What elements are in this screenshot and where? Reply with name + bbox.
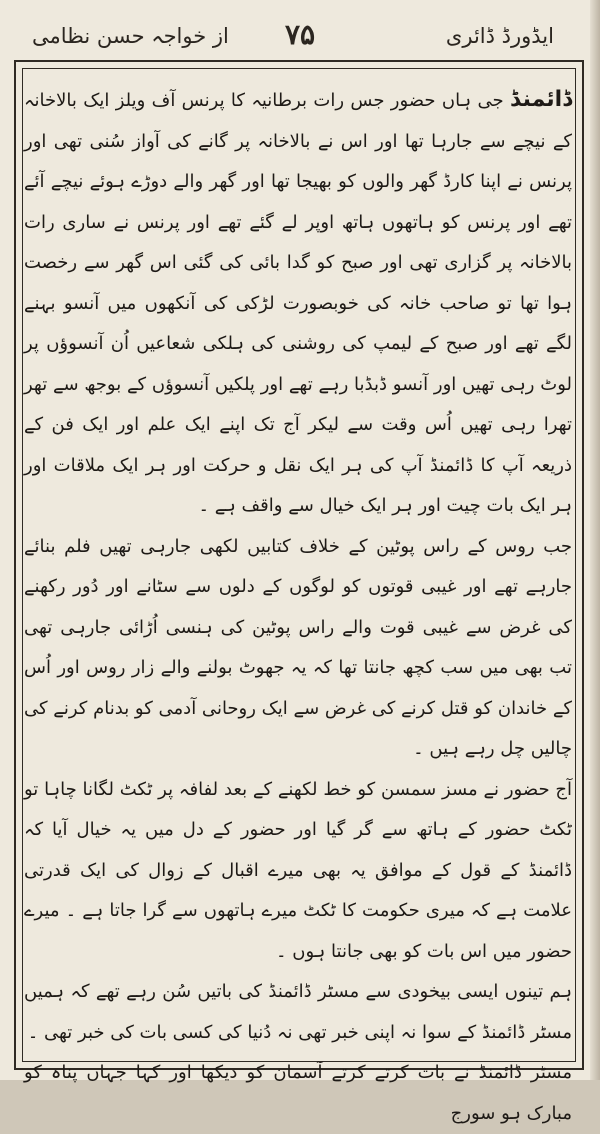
page-number: ۷۵ <box>284 18 316 51</box>
author-name: از خواجہ حسن نظامی <box>32 24 229 48</box>
body-text <box>24 80 572 1134</box>
paragraph-1 <box>24 80 572 527</box>
paragraph-2: جب روس کے راس پوٹین کے خلاف کتابیں لکھی جارہی تھیں فلم بنائے جارہے تھے اور غیبی قوتوں کو لوگوں کے دلوں سے سٹانے اور دُور رکھنے کی غرض سے غیبی قوت والے راس پوٹین کی ہنسی اُڑائی جارہی تھی تب بھی میں سب کچھ جانتا تھا کہ یہ جھوٹ بولنے والے زار روس اور اُس کے خاندان کو قتل کرنے کی غرض سے ایک روحانی آدمی کو بدنام کرنے کی چالیں چل رہے ہیں ۔ <box>24 535 572 759</box>
speaker-name: ڈائمنڈ <box>509 87 572 112</box>
paragraph-4: ہم تینوں ایسی بیخودی سے مسٹر ڈائمنڈ کی باتیں سُن رہے تھے کہ ہمیں مسٹر ڈائمنڈ کے سوا نہ اپنی خبر تھی نہ دُنیا کی کسی بات کی خبر تھی ۔ <box>24 981 572 1043</box>
book-title: ایڈورڈ ڈائری <box>445 24 554 48</box>
running-head <box>0 18 600 62</box>
page-edge-shadow <box>590 0 600 1080</box>
paragraph-1-text: جی ہاں حضور جس رات برطانیہ کا پرنس آف ویلز ایک بالاخانہ کے نیچے سے جارہا تھا اور اس نے بالاخانہ پر گانے کی آواز سُنی تھی اور پرنس نے اپنا کارڈ گھر والوں کو بھیجا تھا اور گھر والے دوڑے ہوئے نیچے آئے تھے اور پرنس کو ہاتھوں ہاتھ اوپر لے گئے تھے اور پرنس نے ساری رات بالاخانہ پر گزاری تھی اور صبح کو گدا بائی کی گئی اس گھر سے رخصت ہوا تھا تو صاحب خانہ کی خوبصورت لڑکی کی آنکھوں میں آنسو بہنے لگے تھے اور صبح کے لیمپ کی روشنی کی ہلکی شعاعیں اُن آنسوؤں پر لوٹ رہی تھیں اور آنسو ڈبڈبا رہے تھے اور پلکیں آنسوؤں کے بوجھ سے تھر تھرا رہی تھیں اُس وقت سے لیکر آج تک اپنے ایک علم اور ایک فن کے ذریعہ آپ کا ڈائمنڈ آپ کی ہر ایک نقل و حرکت اور ہر ایک ملاقات اور ہر ایک بات چیت اور ہر ایک خیال سے واقف ہے ۔ <box>24 90 572 516</box>
paragraph-5: مسٹر ڈائمنڈ نے بات کرتے کرتے آسمان کو دیکھا اور کہا جہاں پناہ کو مبارک ہو سورج <box>24 1062 572 1124</box>
paragraph-3: آج حضور نے مسز سمسن کو خط لکھنے کے بعد لفافہ پر ٹکٹ لگانا چاہا تو ٹکٹ حضور کے ہاتھ سے گر گیا اور حضور کے دل میں یہ خیال آیا کہ ڈائمنڈ کے قول کے موافق یہ بھی میرے اقبال کے زوال کی ایک قدرتی علامت ہے کہ میری حکومت کا ٹکٹ میرے ہاتھوں سے گرا جاتا ہے ۔ میرے حضور میں اس بات کو بھی جانتا ہوں ۔ <box>24 778 572 962</box>
